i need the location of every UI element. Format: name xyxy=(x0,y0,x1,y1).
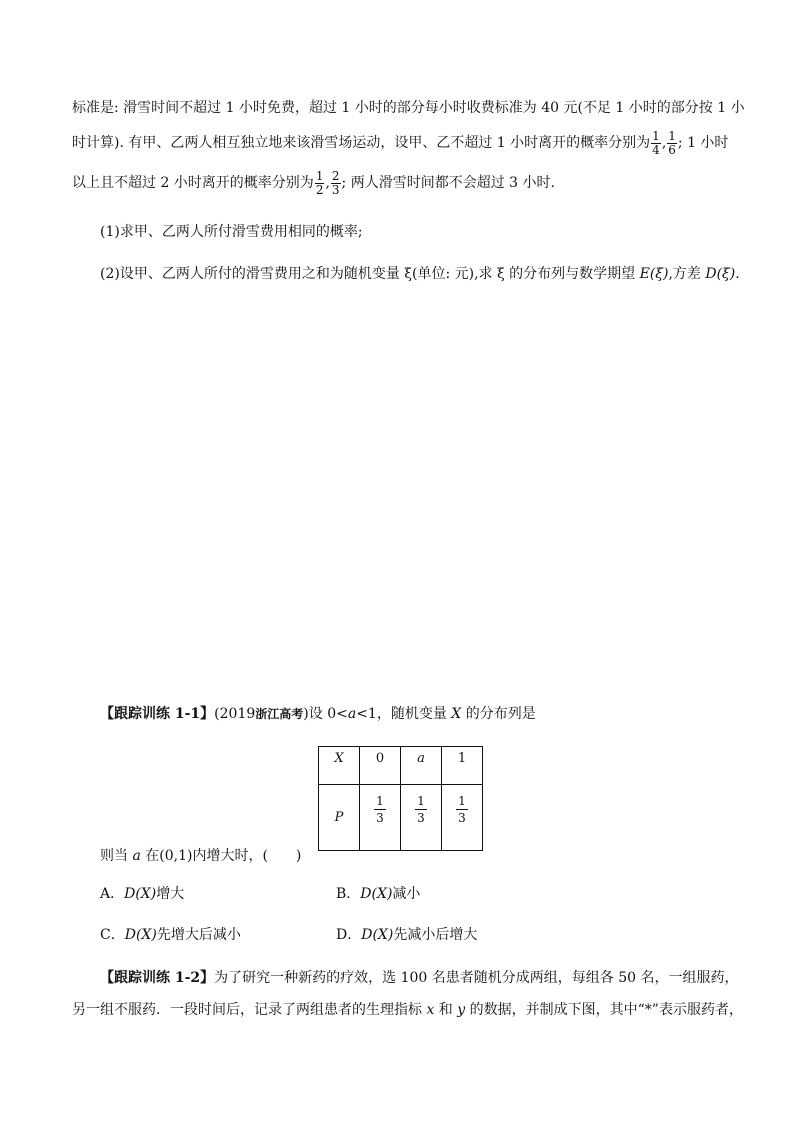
var-a: a xyxy=(347,706,357,722)
table-header-cell: 1 xyxy=(442,747,483,785)
problem-text: 以上且不超过 2 小时离开的概率分别为 xyxy=(72,175,314,191)
table-header-cell: 0 xyxy=(360,747,401,785)
fraction: $\frac{1}{3}$ xyxy=(376,794,384,825)
var-a: a xyxy=(132,848,141,864)
option-c xyxy=(100,925,241,945)
table-cell xyxy=(442,785,483,851)
exercise-2-text: 为了研究一种新药的疗效，选 100 名患者随机分成两组，每组各 50 名，一组服药， xyxy=(214,970,739,986)
question-2 xyxy=(100,264,740,284)
separator: , xyxy=(661,135,667,151)
option-text: 先增大后减小 xyxy=(156,927,241,943)
problem-text: ; 1 小时 xyxy=(677,135,729,151)
fraction: $\frac{1}{4}$ xyxy=(652,128,660,157)
option-letter: C． xyxy=(100,927,125,943)
problem-line-2 xyxy=(72,128,728,158)
table-cell xyxy=(360,785,401,851)
var-x: x xyxy=(426,1002,435,1018)
question-text: 则当 xyxy=(100,848,133,864)
exercise-2-text: 另一组不服药．一段时间后，记录了两组患者的生理指标 xyxy=(72,1002,427,1018)
expectation-expr: E(ξ) xyxy=(639,266,669,282)
var-y: y xyxy=(457,1002,466,1018)
table-header-cell: a xyxy=(401,747,442,785)
table-cell xyxy=(401,785,442,851)
question-1 xyxy=(100,222,363,242)
variance-expr: D(ξ) xyxy=(705,266,736,282)
fraction: $\frac{1}{3}$ xyxy=(458,794,466,825)
exercise-1-stem xyxy=(100,704,536,724)
question-1-text: (1)求甲、乙两人所付滑雪费用相同的概率; xyxy=(100,224,363,240)
stem-text: 的分布列是 xyxy=(461,706,536,722)
option-text: 增大 xyxy=(156,886,185,902)
fraction: $\frac{1}{6}$ xyxy=(668,128,676,157)
problem-text: 标准是: 滑雪时间不超过 1 小时免费，超过 1 小时的部分每小时收费标准为 40 元(不足 1 小时的部分按 1 小 xyxy=(72,100,745,116)
problem-text: 时计算). 有甲、乙两人相互独立地来该滑雪场运动，设甲、乙不超过 1 小时离开的概率分别为 xyxy=(72,135,651,151)
option-b xyxy=(336,884,420,904)
option-expr: D(X) xyxy=(124,886,157,902)
option-expr: D(X) xyxy=(361,927,394,943)
exercise-2-line-1 xyxy=(100,968,739,988)
exercise-2-text: 和 xyxy=(434,1002,458,1018)
option-expr: D(X) xyxy=(360,886,393,902)
question-text: 在(0,1)内增大时，( ) xyxy=(140,848,302,864)
separator: , xyxy=(325,175,330,191)
fraction: $\frac{1}{3}$ xyxy=(417,794,425,825)
option-text: 减小 xyxy=(392,886,421,902)
var-X: X xyxy=(451,706,462,722)
exercise-tag: 【跟踪训练 1-2】 xyxy=(100,970,215,986)
fraction: $\frac{2}{3}$ xyxy=(331,168,340,197)
option-expr: D(X) xyxy=(124,927,157,943)
fraction: $\frac{1}{2}$ xyxy=(315,168,324,197)
problem-line-1 xyxy=(72,98,745,118)
table-row xyxy=(319,747,483,785)
exercise-2-line-2 xyxy=(72,1000,743,1020)
table-cell: P xyxy=(319,785,360,851)
exercise-1-question xyxy=(100,846,301,866)
stem-text: <1，随机变量 xyxy=(356,706,452,722)
option-a xyxy=(100,884,184,904)
option-letter: A． xyxy=(100,886,125,902)
source-name: 浙江高考 xyxy=(255,707,304,721)
table-header-cell: X xyxy=(319,747,360,785)
question-2-text: ,方差 xyxy=(668,266,706,282)
option-letter: B． xyxy=(336,886,361,902)
option-letter: D． xyxy=(336,927,362,943)
option-d xyxy=(336,925,477,945)
stem-text: )设 0< xyxy=(303,706,348,722)
question-2-text: (2)设甲、乙两人所付的滑雪费用之和为随机变量 ξ(单位: 元),求 ξ 的分布列与数学期望 xyxy=(100,266,640,282)
exercise-tag: 【跟踪训练 1-1】 xyxy=(100,706,215,722)
table-row xyxy=(319,785,483,851)
exercise-2-text: 的数据，并制成下图，其中“*”表示服药者， xyxy=(465,1002,743,1018)
question-2-text: . xyxy=(735,266,740,282)
option-text: 先减小后增大 xyxy=(393,927,478,943)
problem-text: ; 两人滑雪时间都不会超过 3 小时. xyxy=(341,175,555,191)
source: (2019 xyxy=(214,706,256,722)
problem-line-3 xyxy=(72,168,555,198)
distribution-table xyxy=(318,746,483,851)
